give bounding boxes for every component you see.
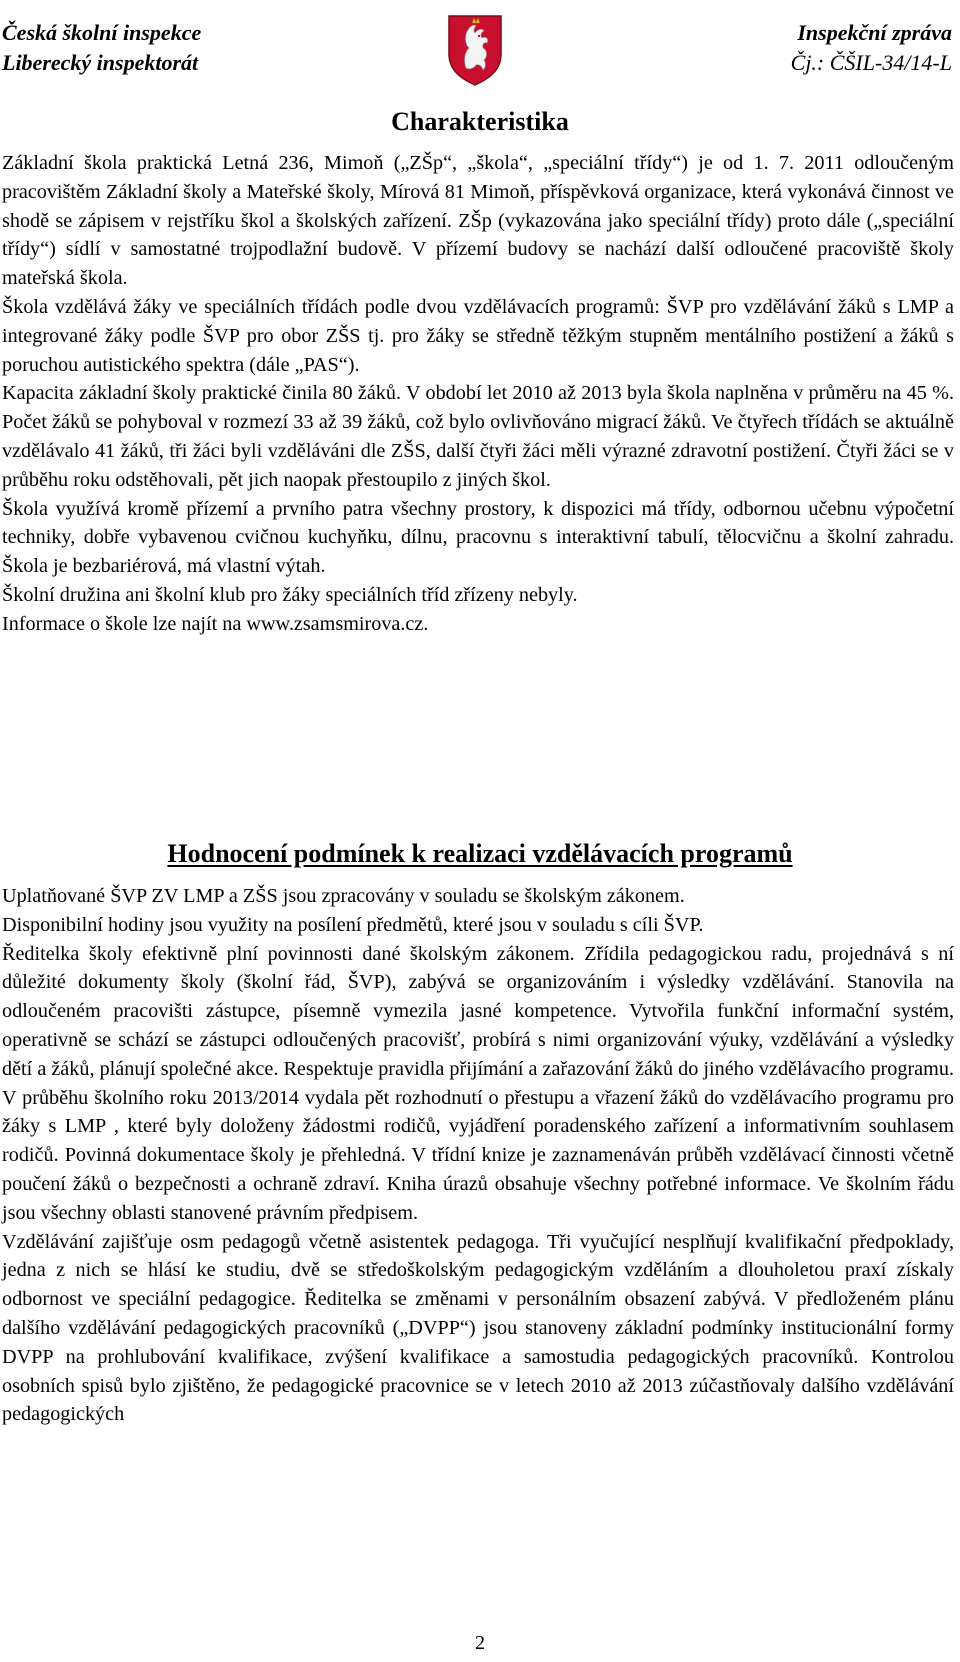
reference-number: Čj.: ČŠIL-34/14-L — [790, 50, 952, 75]
regional-office: Liberecký inspektorát — [2, 50, 199, 75]
page-header — [0, 14, 960, 84]
section-title-characteristics: Charakteristika — [391, 107, 569, 136]
paragraph: Škola vzdělává žáky ve speciálních třídách podle dvou vzdělávacích programů: ŠVP pro vzdělávání žáků s LMP a integrované žáky podle ŠVP pro obor ZŠS tj. pro žáky se středně těžkým stupněm mentálního postižení a žáků s poruchou autistického spektra (dále „PAS“). — [2, 295, 954, 376]
report-type: Inspekční zpráva — [797, 20, 952, 45]
paragraph: Uplatňované ŠVP ZV LMP a ZŠS jsou zpracovány v souladu se školským zákonem. — [2, 885, 685, 907]
inspectorate-name: Česká školní inspekce — [2, 20, 202, 45]
header-right — [791, 18, 952, 78]
page-number: 2 — [475, 1632, 485, 1654]
section-body-characteristics — [2, 149, 954, 639]
header-left — [2, 18, 201, 78]
paragraph: Disponibilní hodiny jsou využity na posílení předmětů, které jsou v souladu s cíli ŠVP. — [2, 913, 704, 936]
paragraph: Školní družina ani školní klub pro žáky speciálních tříd zřízeny nebyly. — [2, 583, 578, 606]
section-title-conditions: Hodnocení podmínek k realizaci vzdělávacích programů — [167, 839, 793, 868]
paragraph: Vzdělávání zajišťuje osm pedagogů včetně asistentek pedagoga. Tři vyučující nesplňují kvalifikační předpoklady, jedna z nich se hlásí ke studiu, dvě se středoškolským pedagogickým vzděláním a dlouholetou praxí získaly odbornost ve speciální pedagogice. Ředitelka se změnami v personálním obsazení zabývá. V předloženém plánu dalšího vzdělávání pedagogických pracovníků („DVPP“) jsou stanoveny základní podmínky institucionální formy DVPP na prohlubování kvalifikace, zvýšení kvalifikace a samostudia pedagogických pracovníků. Kontrolou osobních spisů bylo zjištěno, že pedagogické pracovnice se v letech 2010 až 2013 zúčastňovaly dalšího vzdělávání pedagogických — [2, 1230, 954, 1426]
paragraph: Ředitelka školy efektivně plní povinnosti dané školským zákonem. Zřídila pedagogickou radu, projednává s ní důležité dokumenty školy (školní řád, ŠVP), zabývá se organizováním i výsledky vzdělávání. Stanovila na odloučeném pracovišti zástupce, písemně vymezila jasné kompetence. Vytvořila funkční informační systém, operativně se schází se zástupci odloučených pracovišť, probírá s nimi organizování výuky, vzdělávání a výsledky dětí a žáků, plánují společné akce. Respektuje pravidla přijímání a zařazování žáků do jiného vzdělávacího programu. V průběhu školního roku 2013/2014 vydala pět rozhodnutí o přestupu a vřazení žáků do vzdělávacího programu pro žáky s LMP , které byly doloženy žádostmi rodičů, vyjádření poradenského zařízení a informativním souhlasem rodičů. Povinná dokumentace školy je přehledná. V třídní knize je zaznamenáván průběh vzdělávací činnosti včetně poučení žáků o bezpečnosti a ochraně zdraví. Kniha úrazů obsahuje všechny potřebné informace. Ve školním řádu jsou všechny oblasti stanovené právním předpisem. — [2, 942, 954, 1224]
paragraph: Základní škola praktická Letná 236, Mimoň („ZŠp“, „škola“, „speciální třídy“) je od 1. 7. 2011 odloučeným pracovištěm Základní školy a Mateřské školy, Mírová 81 Mimoň, příspěvková organizace, která vykonává činnost ve shodě se zápisem v rejstříku škol a školských zařízení. ZŠp (vykazována jako speciální třídy) proto dále („speciální třídy“) sídlí v samostatné trojpodlažní budově. V přízemí budovy se nachází další odloučené pracoviště školy mateřská škola. — [2, 152, 954, 290]
coat-of-arms-icon — [446, 14, 504, 86]
paragraph: Kapacita základní školy praktické činila 80 žáků. V období let 2010 až 2013 byla škola naplněna v průměru na 45 %. Počet žáků se pohyboval v rozmezí 33 až 39 žáků, což bylo ovlivňováno migrací žáků. Ve čtyřech třídách se aktuálně vzdělávalo 41 žáků, tři žáci byli vzděláváni dle ZŠS, další čtyři žáci měli výrazné zdravotní postižení. Čtyři žáci se v průběhu roku odstěhovali, pět jich naopak přestoupilo z jiných škol. — [2, 382, 954, 491]
paragraph: Informace o škole lze najít na www.zsamsmirova.cz. — [2, 612, 429, 635]
section-body-conditions — [2, 882, 954, 1429]
paragraph: Škola využívá kromě přízemí a prvního patra všechny prostory, k dispozici má třídy, odbornou učebnu výpočetní techniky, dobře vybavenou cvičnou kuchyňku, dílnu, pracovnu s interaktivní tabulí, tělocvičnu a školní zahradu. Škola je bezbariérová, má vlastní výtah. — [2, 497, 954, 578]
